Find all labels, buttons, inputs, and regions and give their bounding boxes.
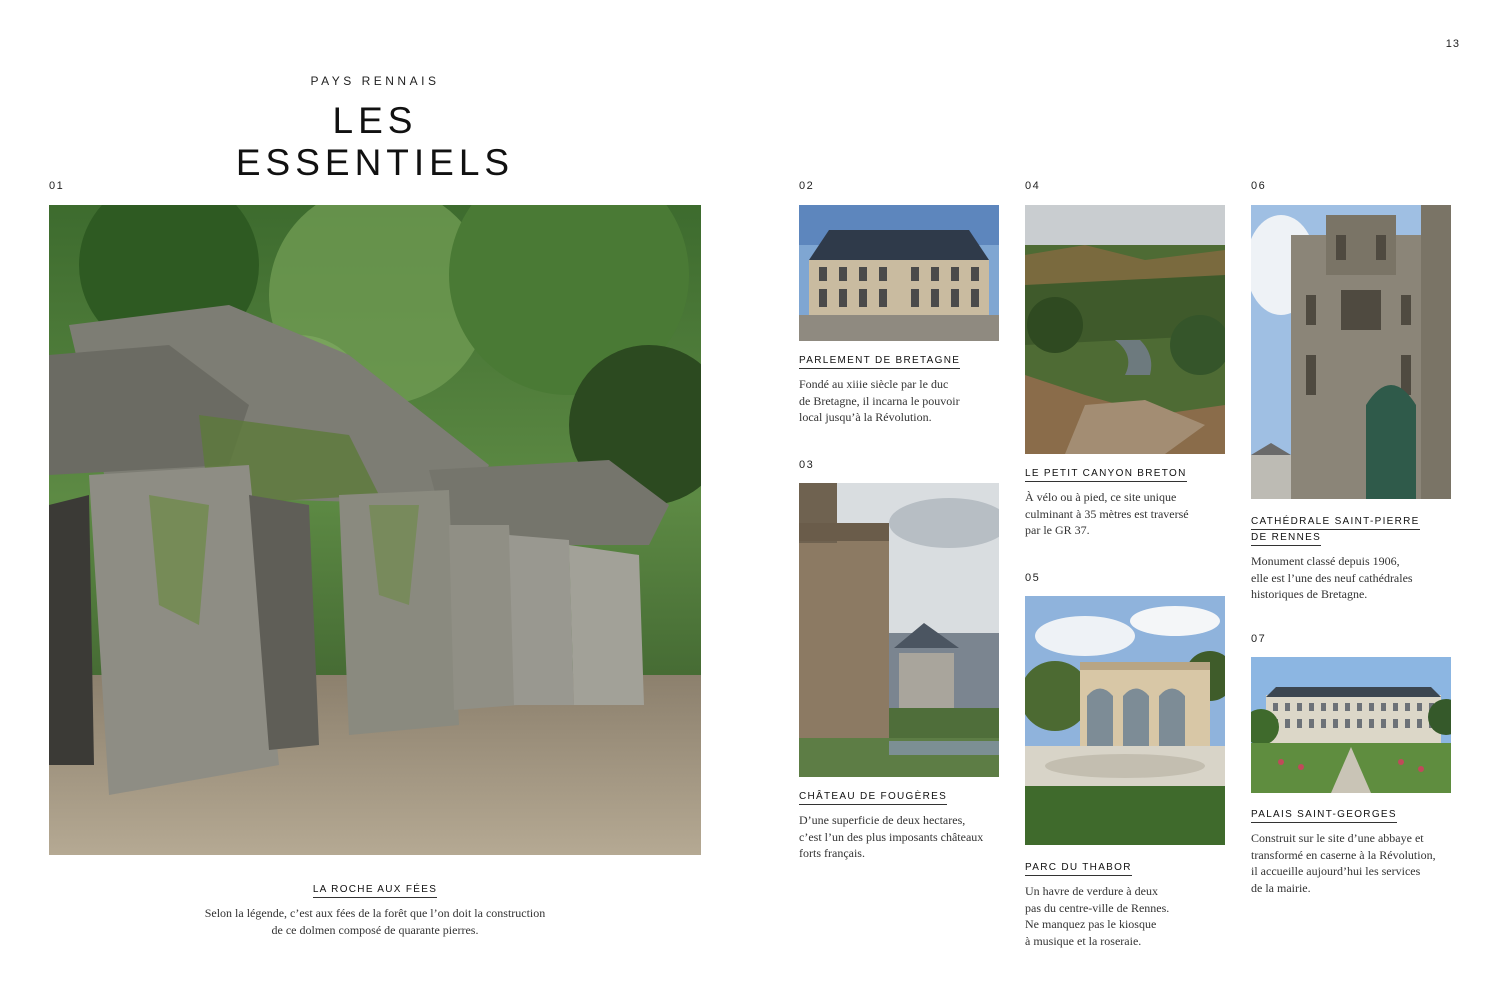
item-number: 02 <box>799 180 815 192</box>
item-number: 05 <box>1025 572 1041 584</box>
item-title: CATHÉDRALE SAINT-PIERRE DE RENNES <box>1251 514 1461 546</box>
item-title: PALAIS SAINT-GEORGES <box>1251 807 1461 823</box>
item-number: 04 <box>1025 180 1041 192</box>
item-number: 07 <box>1251 633 1267 645</box>
garden-orangery-photo <box>1025 596 1225 845</box>
item-number: 03 <box>799 459 815 471</box>
item-title: LE PETIT CANYON BRETON <box>1025 466 1235 482</box>
castle-tower-photo <box>799 483 999 777</box>
item-description: Fondé au xiiie siècle par le duc de Bretagne, il incarna le pouvoir local jusqu’à la Révolution. <box>799 377 960 424</box>
item-title: LA ROCHE AUX FÉES <box>200 882 550 898</box>
page-number: 13 <box>1445 38 1460 50</box>
item-description: Monument classé depuis 1906, elle est l’une des neuf cathédrales historiques de Bretagne. <box>1251 554 1413 601</box>
item-description: D’une superficie de deux hectares, c’est l’un des plus imposants châteaux forts français. <box>799 813 984 860</box>
item-description: Selon la légende, c’est aux fées de la forêt que l’on doit la construction de ce dolmen composé de quarante pierres. <box>204 906 546 937</box>
canyon-river-photo <box>1025 205 1225 454</box>
dolmen-in-forest-photo <box>49 205 701 855</box>
page-title: LES ESSENTIELS <box>235 100 515 183</box>
parliament-building-photo <box>799 205 999 341</box>
section-kicker: PAYS RENNAIS <box>310 74 440 88</box>
item-number: 06 <box>1251 180 1267 192</box>
item-description: À vélo ou à pied, ce site unique culminant à 35 mètres est traversé par le GR 37. <box>1025 490 1189 537</box>
palace-gardens-photo <box>1251 657 1451 793</box>
item-description: Un havre de verdure à deux pas du centre-ville de Rennes. Ne manquez pas le kiosque à musique et la roseraie. <box>1025 884 1170 948</box>
item-description: Construit sur le site d’une abbaye et transformé en caserne à la Révolution, il accueille aujourd’hui les services de la mairie. <box>1251 831 1436 895</box>
cathedral-facade-photo <box>1251 205 1451 499</box>
item-title: PARC DU THABOR <box>1025 860 1225 876</box>
item-number: 01 <box>49 180 65 192</box>
item-title: PARLEMENT DE BRETAGNE <box>799 353 999 369</box>
item-title: CHÂTEAU DE FOUGÈRES <box>799 789 999 805</box>
